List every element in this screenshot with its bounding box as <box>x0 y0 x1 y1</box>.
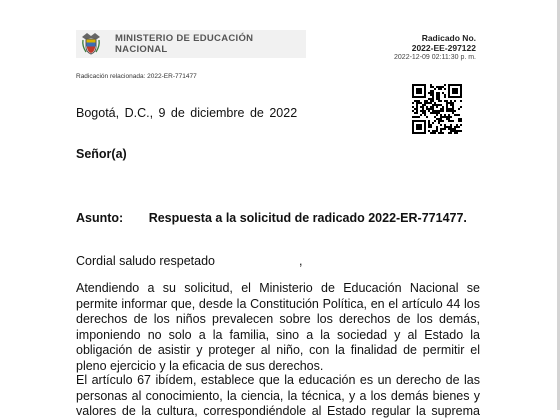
recipient-salutation: Señor(a) <box>76 147 127 161</box>
subject-label: Asunto: <box>76 211 124 225</box>
ministry-name-line2: NACIONAL <box>115 44 168 55</box>
ministry-name <box>115 33 253 55</box>
radicado-block <box>394 33 476 63</box>
subject-line <box>76 211 467 227</box>
place-and-date: Bogotá, D.C., 9 de diciembre de 2022 <box>76 106 298 120</box>
greeting-text: Cordial saludo respetado <box>76 254 215 268</box>
radicado-number: 2022-EE-297122 <box>411 43 476 53</box>
greeting-comma: , <box>298 254 303 268</box>
radicado-label: Radicado No. <box>421 33 476 43</box>
ministry-name-line1: MINISTERIO DE EDUCACIÓN <box>115 33 254 44</box>
qr-code-icon <box>412 84 462 134</box>
radicado-timestamp: 2022-12-09 02:11:30 p. m. <box>394 54 476 61</box>
coat-of-arms-icon <box>80 30 102 56</box>
paragraph-2-text: El artículo 67 ibídem, establece que la educación es un derecho de las personas al conocimiento, la ciencia, la técnica, y a los demás bienes y valores de la cultura, correspondiéndole al Estado regular la suprema <box>76 373 480 418</box>
subject-text: Respuesta a la solicitud de radicado 2022-ER-771477. <box>148 211 467 225</box>
paragraph-1: Atendiendo a su solicitud, el Ministerio de Educación Nacional se permite informar que, desde la Constitución Política, en el artículo 44 los derechos de los niños prevalecen sobre los derechos de los demás, imponiendo no solo a la familia, sino a la sociedad y al Estado la obligación de asistir y proteger al niño, con la finalidad de permitir el pleno ejercicio y la eficacia de sus derechos. <box>76 281 480 373</box>
related-filing: Radicación relacionada: 2022-ER-771477 <box>76 73 197 80</box>
paragraph-2 <box>76 373 480 420</box>
greeting <box>76 254 302 270</box>
